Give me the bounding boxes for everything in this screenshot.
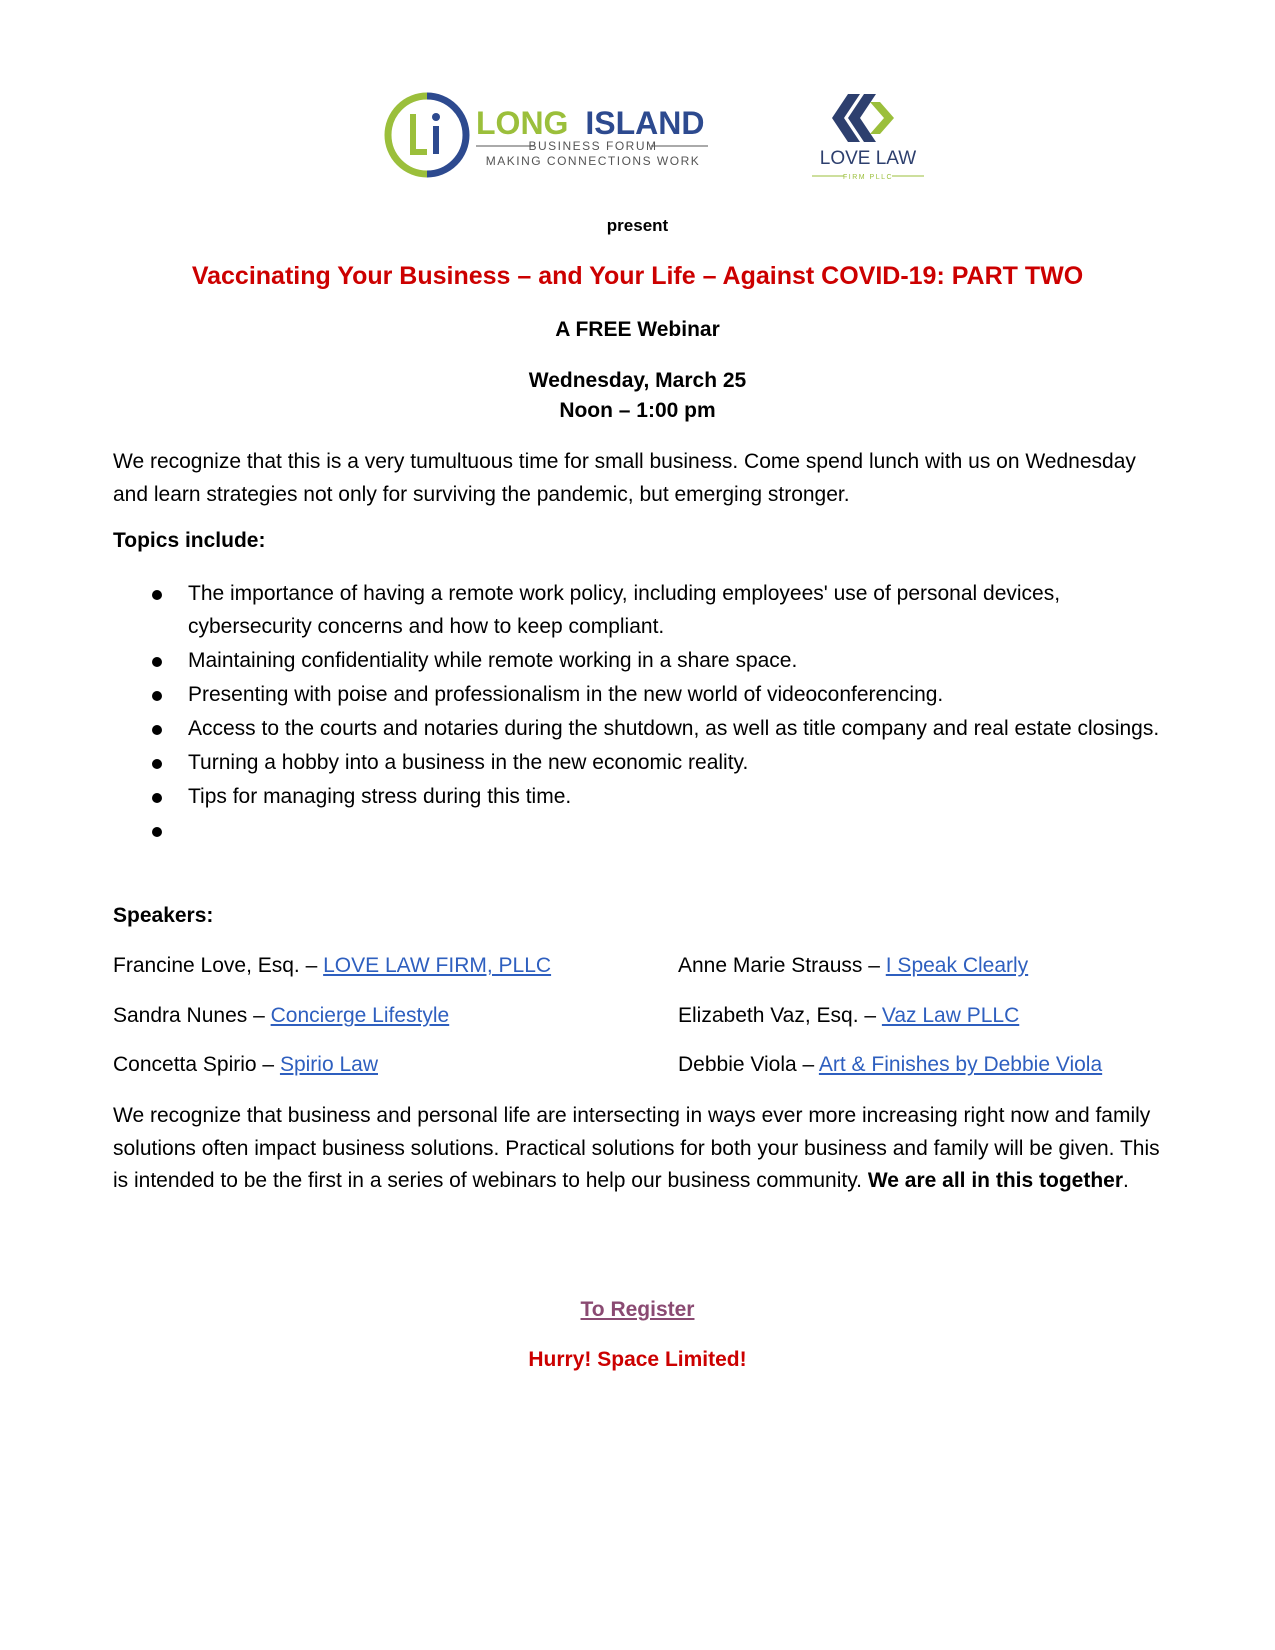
li-name-part1: LONG <box>476 105 569 141</box>
svg-text:LONG ISLAND <box>476 105 704 141</box>
closing-paragraph: We recognize that business and personal life are intersecting in ways ever more increasing right now and family solutions often impact business solutions. Practical solutions for both your business and family will be given. This is intended to be the first in a series of webinars to help our business community. We are all in this together. <box>113 1104 1160 1192</box>
closing-emphasis: We are all in this together <box>867 1169 1124 1192</box>
topics-heading: Topics include: <box>113 529 266 552</box>
bullet-icon <box>152 590 162 600</box>
list-item: Turning a hobby into a business in the new economic reality. <box>150 747 1180 780</box>
speaker-entry: Francine Love, Esq. – LOVE LAW FIRM, PLLC <box>113 954 552 977</box>
love-law-name: LOVE LAW <box>819 148 917 169</box>
event-time: Noon – 1:00 pm <box>559 399 716 422</box>
event-datetime <box>0 366 1275 426</box>
love-law-firm-logo <box>804 88 932 182</box>
love-law-chevron-icon <box>832 94 894 142</box>
bullet-icon <box>152 759 162 769</box>
li-tagline-1: BUSINESS FORUM <box>528 139 658 153</box>
speaker-link[interactable]: LOVE LAW FIRM, PLLC <box>323 954 552 977</box>
bullet-icon <box>152 827 162 837</box>
webinar-title: Vaccinating Your Business – and Your Life – Against COVID-19: PART TWO <box>191 262 1084 290</box>
speaker-entry: Anne Marie Strauss – I Speak Clearly <box>678 954 1029 977</box>
speaker-link[interactable]: Vaz Law PLLC <box>881 1004 1020 1027</box>
bullet-icon <box>152 691 162 701</box>
speaker-entry: Debbie Viola – Art & Finishes by Debbie Viola <box>678 1053 1103 1076</box>
topics-list <box>150 578 1180 848</box>
list-item: Access to the courts and notaries during the shutdown, as well as title company and real estate closings. <box>150 713 1180 746</box>
li-monogram-icon <box>388 96 466 174</box>
list-item: Maintaining confidentiality while remote working in a share space. <box>150 645 1180 678</box>
speaker-link[interactable]: Spirio Law <box>279 1053 378 1076</box>
speaker-link[interactable]: Art & Finishes by Debbie Viola <box>818 1053 1103 1076</box>
register-wrapper <box>0 1298 1275 1322</box>
li-name-part2: ISLAND <box>585 105 705 141</box>
speaker-entry: Concetta Spirio – Spirio Law <box>113 1053 378 1076</box>
speaker-entry: Elizabeth Vaz, Esq. – Vaz Law PLLC <box>678 1004 1020 1027</box>
hurry-notice: Hurry! Space Limited! <box>528 1348 747 1371</box>
register-link[interactable]: To Register <box>580 1298 695 1321</box>
list-item <box>150 815 1180 847</box>
li-tagline-2: MAKING CONNECTIONS WORK <box>485 154 701 168</box>
speakers-heading: Speakers: <box>113 904 214 927</box>
love-law-sub: FIRM PLLC <box>842 174 894 181</box>
speaker-link[interactable]: I Speak Clearly <box>885 954 1029 977</box>
list-item: Presenting with poise and professionalism in the new world of videoconferencing. <box>150 679 1180 712</box>
list-item: The importance of having a remote work policy, including employees' use of personal devices, cybersecurity concerns and how to keep compliant. <box>150 578 1180 643</box>
bullet-icon <box>152 793 162 803</box>
speaker-link[interactable]: Concierge Lifestyle <box>270 1004 450 1027</box>
event-date: Wednesday, March 25 <box>528 369 747 392</box>
speaker-entry: Sandra Nunes – Concierge Lifestyle <box>113 1004 450 1027</box>
intro-paragraph: We recognize that this is a very tumultuous time for small business. Come spend lunch with us on Wednesday and learn strategies not only for surviving the pandemic, but emerging stronger. <box>113 450 1136 506</box>
long-island-business-forum-logo <box>383 92 743 178</box>
bullet-icon <box>152 657 162 667</box>
present-label: present <box>606 216 669 235</box>
list-item: Tips for managing stress during this time. <box>150 781 1180 814</box>
webinar-subtitle: A FREE Webinar <box>555 318 720 341</box>
bullet-icon <box>152 725 162 735</box>
